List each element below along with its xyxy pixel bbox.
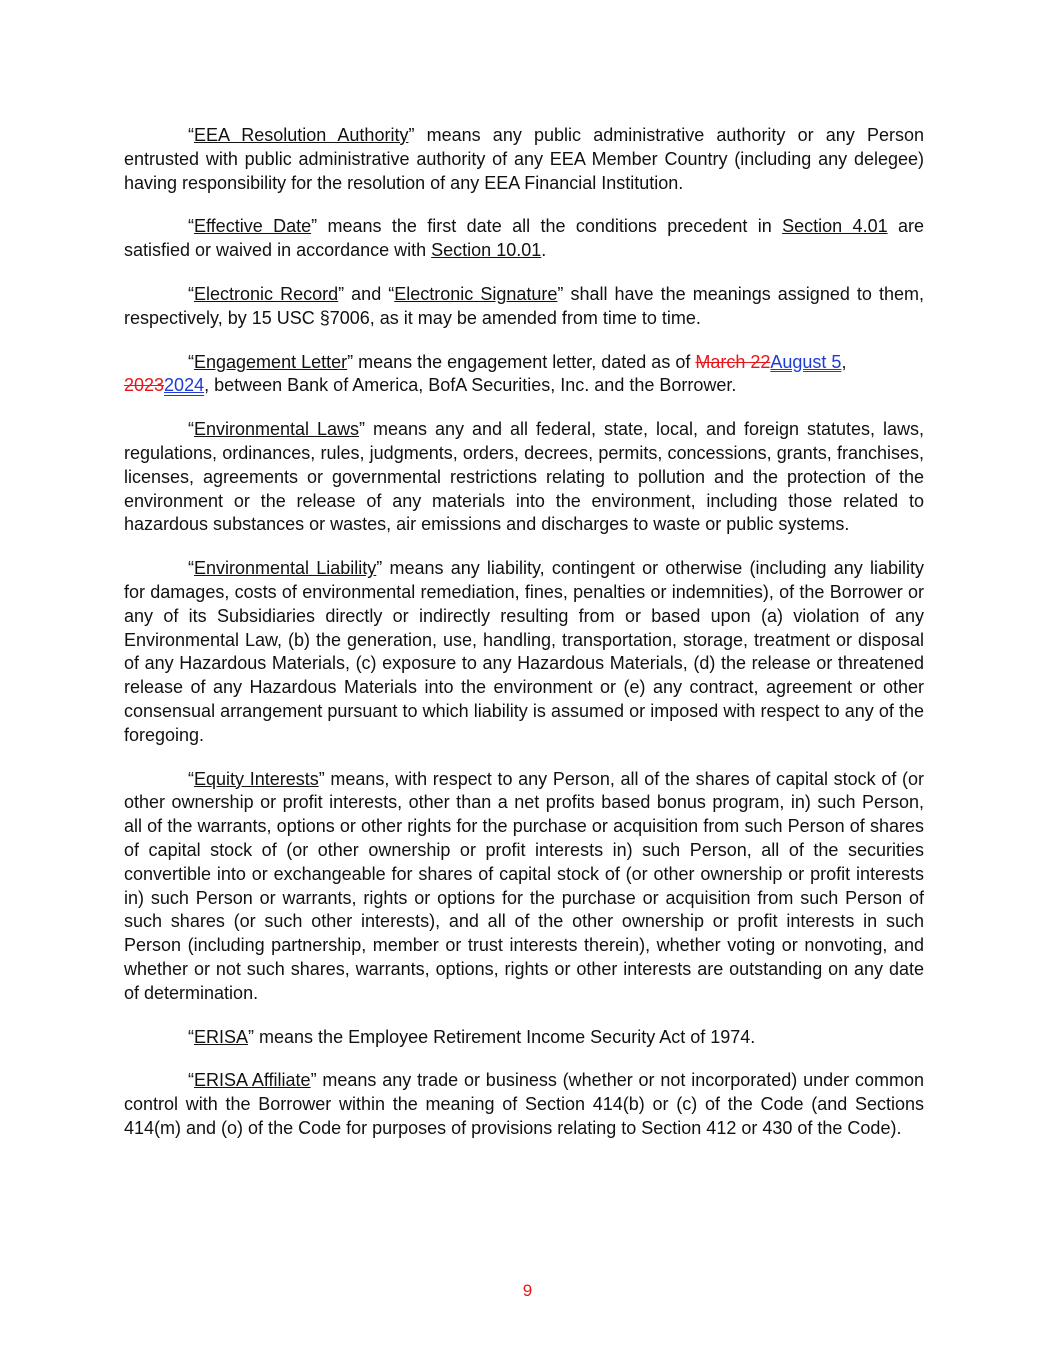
definition-text: ” means any and all federal, state, local, and foreign statutes, laws, regulations, ordinances, rules, judgments, orders, decrees, permits, concessions, grants, franchises, licenses, agreements or governmental restrictions relating to pollution and the protection of the environment or the release of any materials into the environment, including those related to hazardous substances or wastes, air emissions and discharges to waste or public systems. [124,419,924,535]
definition-paragraph [124,283,924,331]
document-body [124,124,924,1161]
definition-text: , [841,351,847,372]
defined-term: Equity Interests [194,768,319,789]
defined-term: Electronic Signature [394,283,558,304]
definition-paragraph [124,351,924,399]
deleted-text: March 22 [695,351,771,372]
defined-term: Electronic Record [194,283,339,304]
definition-text: “ [188,558,194,579]
definition-text: , between Bank of America, BofA Securities, Inc. and the Borrower. [204,375,737,396]
page-number: 9 [522,1281,533,1300]
definition-text: “ [188,216,194,237]
defined-term: Environmental Laws [194,419,360,440]
definition-text: “ [188,1070,194,1091]
defined-term: Effective Date [194,216,312,237]
deleted-text: 2023 [124,375,165,396]
defined-term: ERISA Affiliate [194,1070,311,1091]
definition-text: ” means any liability, contingent or otherwise (including any liability for damages, costs of environmental remediation, fines, penalties or indemnities), of the Borrower or any of its Subsidiaries directly or indirectly resulting from or based upon (a) violation of any Environmental Law, (b) the generation, use, handling, transportation, storage, treatment or disposal of any Hazardous Materials, (c) exposure to any Hazardous Materials, (d) the release or threatened release of any Hazardous Materials into the environment or (e) any contract, agreement or other consensual arrangement pursuant to which liability is assumed or imposed with respect to any of the foregoing. [124,558,924,745]
definition-text: “ [188,351,194,372]
definition-text: “ [188,283,194,304]
definition-text: ” means any public administrative authority or any Person entrusted with public administrative authority of any EEA Member Country (including any delegee) having responsibility for the resolution of any EEA Financial Institution. [124,125,924,193]
definition-paragraph [124,215,924,263]
definition-text: “ [188,768,194,789]
defined-term: Environmental Liability [194,558,377,579]
defined-term: EEA Resolution Authority [194,125,409,145]
defined-term: Section 4.01 [782,216,888,237]
inserted-text: August 5 [770,351,842,372]
defined-term: Section 10.01 [431,240,542,261]
definition-paragraph [124,557,924,747]
definition-text: “ [188,125,194,145]
definition-text: “ [188,419,194,440]
definition-text: ” means the first date all the conditions precedent in [311,216,783,237]
inserted-text: 2024 [164,375,205,396]
definition-text: ” shall have the meanings assigned to them, respectively, by 15 USC §7006, as it may be amended from time to time. [124,283,924,328]
defined-term: Engagement Letter [194,351,348,372]
definition-paragraph [124,1069,924,1140]
definition-text: . [541,240,547,261]
definition-text: ” means the engagement letter, dated as of [347,351,696,372]
definition-paragraph [124,418,924,537]
definition-text: ” means any trade or business (whether or not incorporated) under common control with the Borrower within the meaning of Section 414(b) or (c) of the Code (and Sections 414(m) and (o) of the Code for purposes of provisions relating to Section 412 or 430 of the Code). [124,1070,925,1138]
definition-text: ” means the Employee Retirement Income Security Act of 1974. [248,1026,756,1047]
definition-paragraph [124,124,924,195]
defined-term: ERISA [194,1026,249,1047]
definition-paragraph [124,1026,924,1050]
definition-text: are satisfied or waived in accordance with [124,216,924,261]
definition-text: ” means, with respect to any Person, all of the shares of capital stock of (or other ownership or profit interests, other than a net profits based bonus program, in) such Person, all of the warrants, options or other rights for the purchase or acquisition from such Person of shares of capital stock of (or other ownership or profit interests in) such Person, all of the securities convertible into or exchangeable for shares of capital stock of (or other ownership or profit interests in) such Person or warrants, rights or options for the purchase or acquisition from such Person of such shares (or such other interests), and all of the other ownership or profit interests in such Person (including partnership, member or trust interests therein), whether voting or nonvoting, and whether or not such shares, warrants, options, rights or other interests are outstanding on any date of determination. [124,768,924,1003]
definition-paragraph [124,768,924,1006]
definition-text: “ [188,1026,194,1047]
definition-text: ” and “ [338,283,395,304]
